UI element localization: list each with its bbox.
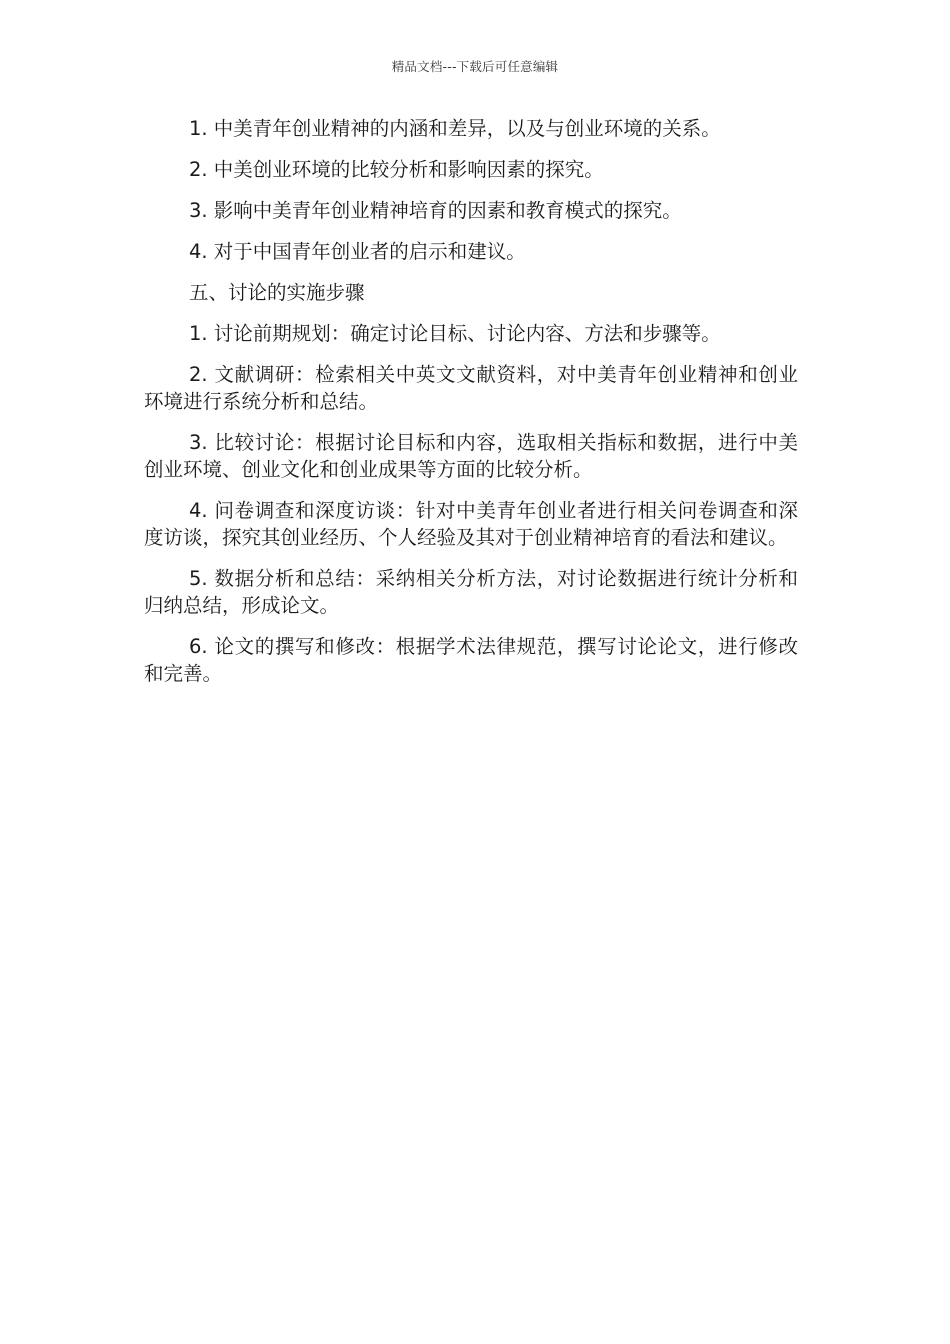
list-item-1: 1. 中美青年创业精神的内涵和差异，以及与创业环境的关系。 <box>189 117 721 140</box>
document-body <box>144 115 798 701</box>
page-header: 精品文档---下载后可任意编辑 <box>391 59 559 74</box>
step-3: 3. 比较讨论：根据讨论目标和内容，选取相关指标和数据，进行中美创业环境、创业文化和创业成果等方面的比较分析。 <box>144 431 798 481</box>
step-1: 1. 讨论前期规划：确定讨论目标、讨论内容、方法和步骤等。 <box>189 322 721 345</box>
list-item-4: 4. 对于中国青年创业者的启示和建议。 <box>189 240 526 263</box>
step-2: 2. 文献调研：检索相关中英文文献资料，对中美青年创业精神和创业环境进行系统分析和总结。 <box>144 363 798 413</box>
step-4: 4. 问卷调查和深度访谈：针对中美青年创业者进行相关问卷调查和深度访谈，探究其创业经历、个人经验及其对于创业精神培育的看法和建议。 <box>144 499 798 549</box>
step-5: 5. 数据分析和总结：采纳相关分析方法，对讨论数据进行统计分析和归纳总结，形成论文。 <box>144 567 798 617</box>
section-heading: 五、讨论的实施步骤 <box>189 281 365 304</box>
list-item-3: 3. 影响中美青年创业精神培育的因素和教育模式的探究。 <box>189 199 682 222</box>
list-item-2: 2. 中美创业环境的比较分析和影响因素的探究。 <box>189 158 604 181</box>
step-6: 6. 论文的撰写和修改：根据学术法律规范，撰写讨论论文，进行修改和完善。 <box>144 635 798 685</box>
